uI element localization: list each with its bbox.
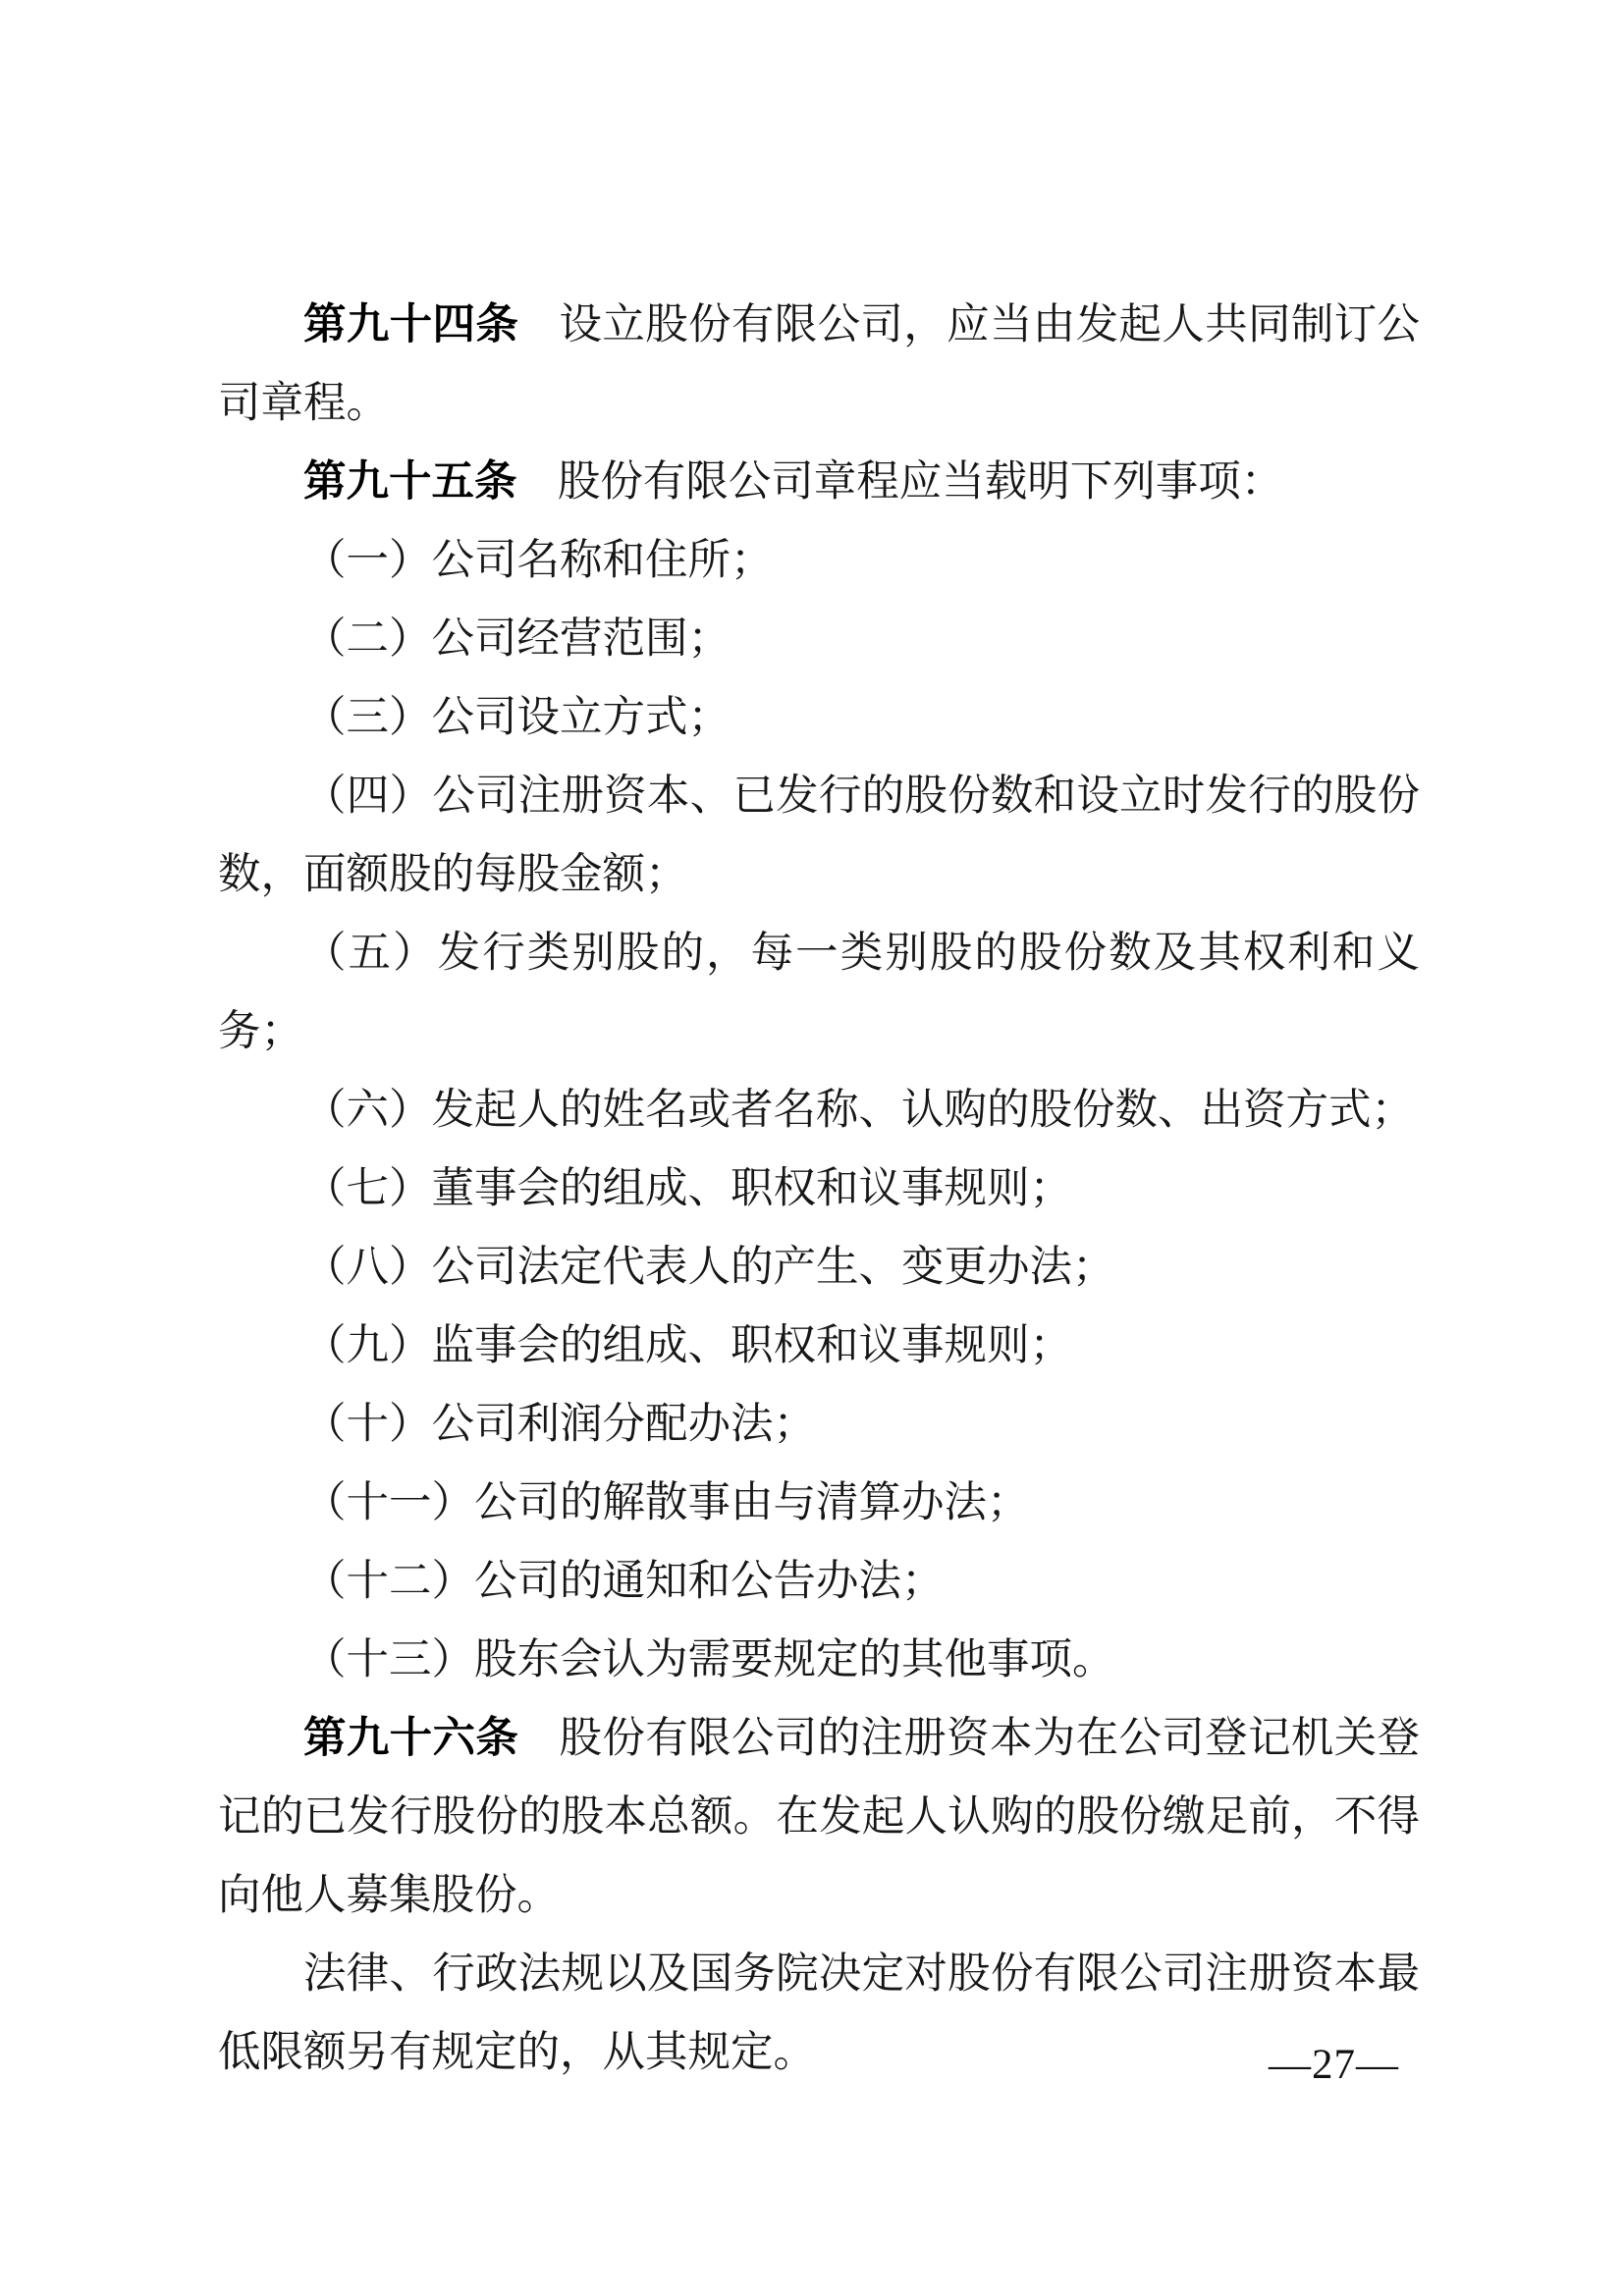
list-item: （十二）公司的通知和公告办法； <box>303 1558 945 1605</box>
article-number: 第九十五条 <box>303 458 517 506</box>
article-paragraph <box>218 1699 1420 1935</box>
list-item: （四）公司注册资本、已发行的股份数和设立时发行的股份数，面额股的每股金额； <box>218 773 1420 898</box>
article-text: 股份有限公司章程应当载明下列事项： <box>557 458 1284 506</box>
document-text-block <box>218 286 1420 2092</box>
article-number: 第九十四条 <box>303 301 519 348</box>
article-text: 设立股份有限公司，应当由发起人共同制订公司章程。 <box>218 301 1421 427</box>
article-paragraph <box>218 443 1420 521</box>
list-item: （二）公司经营范围； <box>303 615 731 663</box>
list-item: （六）发起人的姓名或者名称、认购的股份数、出资方式； <box>303 1087 1414 1134</box>
list-item: （七）董事会的组成、职权和议事规则； <box>303 1165 1072 1212</box>
list-item: （三）公司设立方式； <box>303 694 731 741</box>
article-text: 股份有限公司的注册资本为在公司登记机关登记的已发行股份的股本总额。在发起人认购的股份缴足前，不得向他人募集股份。 <box>218 1715 1421 1919</box>
article-number: 第九十六条 <box>303 1715 519 1762</box>
page-number: —27— <box>1269 2042 1399 2088</box>
article-paragraph <box>218 286 1420 443</box>
list-item: （一）公司名称和住所； <box>303 537 774 584</box>
list-item: （十三）股东会认为需要规定的其他事项。 <box>303 1636 1115 1683</box>
body-paragraph: 法律、行政法规以及国务院决定对股份有限公司注册资本最低限额另有规定的，从其规定。 <box>218 1950 1420 2076</box>
list-item: （八）公司法定代表人的产生、变更办法； <box>303 1244 1115 1291</box>
list-item: （十）公司利润分配办法； <box>303 1401 816 1448</box>
list-item: （九）监事会的组成、职权和议事规则； <box>303 1322 1072 1369</box>
list-item: （五）发行类别股的，每一类别股的股份数及其权利和义务； <box>218 930 1420 1055</box>
list-item: （十一）公司的解散事由与清算办法； <box>303 1479 1030 1526</box>
